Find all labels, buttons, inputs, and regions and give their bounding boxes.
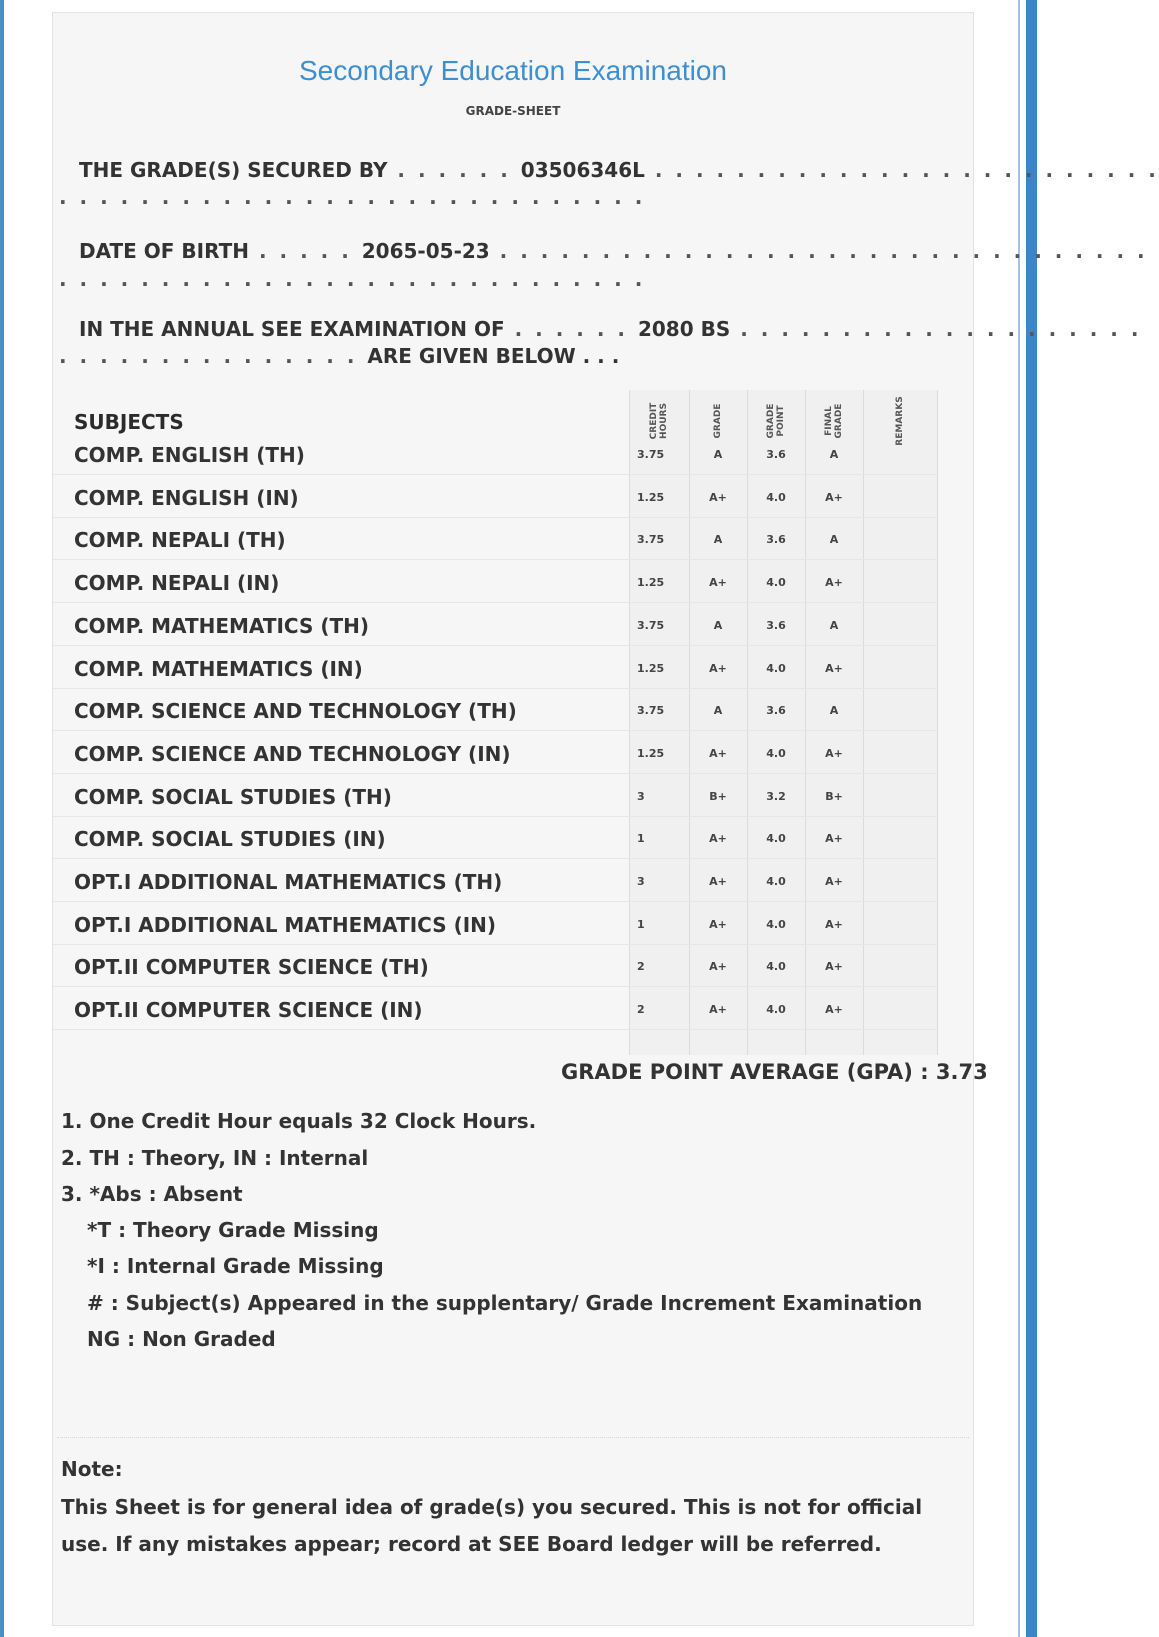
grade-point-cell: 3.2 [766, 790, 786, 803]
note-label: Note: [61, 1457, 123, 1481]
column-divider [937, 390, 938, 1055]
exam-label: IN THE ANNUAL SEE EXAMINATION OF [79, 317, 505, 341]
grade-point-cell: 3.6 [766, 704, 786, 717]
credit-hours-cell: 3.75 [637, 704, 665, 717]
grade-point-cell: 4.0 [766, 491, 786, 504]
credit-hours-cell: 3.75 [637, 533, 665, 546]
exam-title: Secondary Education Examination [298, 55, 728, 86]
grade-point-cell: 4.0 [766, 662, 786, 675]
subject-name: COMP. SCIENCE AND TECHNOLOGY (TH) [74, 699, 517, 723]
grade-cell: A+ [709, 960, 727, 973]
grade-cell: A+ [709, 832, 727, 845]
credit-hours-cell: 3.75 [637, 448, 665, 461]
grade-point-cell: 3.6 [766, 619, 786, 632]
grade-sheet-subtitle: GRADE-SHEET [465, 104, 561, 118]
final-grade-cell: A+ [825, 1003, 843, 1016]
footnote-3-non-graded: NG : Non Graded [87, 1327, 276, 1351]
grade-cell: A+ [709, 1003, 727, 1016]
subject-name: COMP. MATHEMATICS (TH) [74, 614, 369, 638]
grade-point-cell: 3.6 [766, 533, 786, 546]
final-grade-cell: A+ [825, 491, 843, 504]
final-grade-cell: A+ [825, 875, 843, 888]
dot-leader: . . . . . . . . . . . . . . . . . . . . . . . . . . . . . . . . [489, 239, 1148, 263]
footnote-2: 2. TH : Theory, IN : Internal [61, 1146, 369, 1170]
grade-cell: A+ [709, 875, 727, 888]
exam-line [79, 317, 1141, 341]
credit-hours-cell: 1.25 [637, 491, 665, 504]
grade-cell: A [713, 619, 723, 632]
note-divider [57, 1437, 969, 1439]
footnote-3-supplementary: # : Subject(s) Appeared in the supplentary/ Grade Increment Examination [87, 1291, 923, 1315]
subject-name: COMP. NEPALI (IN) [74, 571, 280, 595]
credit-hours-cell: 3 [637, 875, 645, 888]
table-row [53, 817, 937, 861]
final-grade-cell: A [829, 619, 839, 632]
gpa-summary: GRADE POINT AVERAGE (GPA) : 3.73 [561, 1060, 988, 1084]
grade-point-cell: 4.0 [766, 1003, 786, 1016]
note-text: This Sheet is for general idea of grade(s) you secured. This is not for official use. If any mistakes appear; record at SEE Board ledger will be referred. [61, 1495, 923, 1556]
exam-year: 2080 BS [637, 317, 731, 341]
table-row [53, 775, 937, 819]
given-below-text: ARE GIVEN BELOW . . . [367, 344, 620, 368]
grade-point-cell: 4.0 [766, 747, 786, 760]
grade-cell: B+ [709, 790, 727, 803]
credit-hours-cell: 1 [637, 832, 645, 845]
dot-leader: . . . . . [249, 239, 362, 263]
footnote-3: 3. *Abs : Absent [61, 1182, 243, 1206]
secured-by-line [79, 158, 1159, 182]
grade-cell: A [713, 448, 723, 461]
symbol-number: 03506346L [520, 158, 645, 182]
dot-leader: . . . . . . . . . . . . . . . [59, 344, 368, 368]
final-grade-cell: B+ [825, 790, 843, 803]
table-row [53, 647, 937, 691]
credit-hours-cell: 2 [637, 1003, 645, 1016]
row-divider [53, 1029, 937, 1030]
final-grade-cell: A+ [825, 747, 843, 760]
grade-sheet-panel [52, 12, 1159, 1626]
subject-name: COMP. NEPALI (TH) [74, 528, 286, 552]
row-divider [53, 986, 937, 987]
dot-leader-continuation: . . . . . . . . . . . . . . . . . . . . . . . . . . . . . [59, 267, 646, 291]
grade-header: GRADE [713, 403, 723, 439]
footnote-3-theory-missing: *T : Theory Grade Missing [87, 1218, 379, 1242]
table-row [53, 433, 937, 477]
row-divider [53, 901, 937, 902]
table-row [53, 604, 937, 648]
subject-name: COMP. SOCIAL STUDIES (IN) [74, 827, 386, 851]
subject-name: COMP. ENGLISH (IN) [74, 486, 299, 510]
credit-hours-cell: 1.25 [637, 576, 665, 589]
table-row [53, 945, 937, 989]
grade-point-cell: 4.0 [766, 918, 786, 931]
row-divider [53, 773, 937, 774]
row-divider [53, 474, 937, 475]
row-divider [53, 858, 937, 859]
dot-leader: . . . . . . [504, 317, 638, 341]
remarks-header: REMARKS [895, 396, 905, 446]
subject-name: COMP. SCIENCE AND TECHNOLOGY (IN) [74, 742, 511, 766]
grade-cell: A+ [709, 662, 727, 675]
row-divider [53, 730, 937, 731]
credit-hours-cell: 2 [637, 960, 645, 973]
final-grade-cell: A [829, 533, 839, 546]
given-below-line [59, 344, 619, 368]
subjects-header: SUBJECTS [74, 410, 184, 434]
subject-name: COMP. ENGLISH (TH) [74, 443, 305, 467]
final-grade-cell: A+ [825, 918, 843, 931]
dot-leader: . . . . . . . . . . . . . . . . . . . . . . . . . [644, 158, 1159, 182]
footnote-1: 1. One Credit Hour equals 32 Clock Hours. [61, 1109, 537, 1133]
subject-name: OPT.II COMPUTER SCIENCE (IN) [74, 998, 423, 1022]
credit-hours-cell: 3.75 [637, 619, 665, 632]
table-row [53, 689, 937, 733]
subject-name: OPT.I ADDITIONAL MATHEMATICS (IN) [74, 913, 497, 937]
credit-hours-cell: 1.25 [637, 662, 665, 675]
table-row [53, 732, 937, 776]
subject-name: OPT.II COMPUTER SCIENCE (TH) [74, 955, 429, 979]
secured-by-label: THE GRADE(S) SECURED BY [79, 158, 388, 182]
table-row [53, 860, 937, 904]
grade-cell: A+ [709, 747, 727, 760]
table-row [53, 988, 937, 1032]
dob-value: 2065-05-23 [361, 239, 490, 263]
row-divider [53, 645, 937, 646]
final-grade-cell: A+ [825, 576, 843, 589]
credit-hours-cell: 1 [637, 918, 645, 931]
final-grade-cell: A+ [825, 662, 843, 675]
subject-name: COMP. MATHEMATICS (IN) [74, 657, 363, 681]
grade-point-cell: 3.6 [766, 448, 786, 461]
table-row [53, 476, 937, 520]
row-divider [53, 559, 937, 560]
dot-leader: . . . . . . [387, 158, 521, 182]
left-border-stripe [0, 0, 4, 1637]
row-divider [53, 602, 937, 603]
final-grade-header: FINAL GRADE [824, 403, 844, 439]
subject-name: COMP. SOCIAL STUDIES (TH) [74, 785, 392, 809]
grade-point-header: GRADE POINT [766, 403, 786, 439]
grade-cell: A+ [709, 918, 727, 931]
table-row [53, 561, 937, 605]
credit-hours-cell: 1.25 [637, 747, 665, 760]
dot-leader-continuation: . . . . . . . . . . . . . . . . . . . . . . . . . . . . . [59, 185, 646, 209]
grade-point-cell: 4.0 [766, 576, 786, 589]
dob-line [79, 239, 1148, 263]
grade-point-cell: 4.0 [766, 832, 786, 845]
dot-leader: . . . . . . . . . . . . . . . . . . . . [730, 317, 1142, 341]
final-grade-cell: A [829, 704, 839, 717]
subject-name: OPT.I ADDITIONAL MATHEMATICS (TH) [74, 870, 503, 894]
credit-hours-cell: 3 [637, 790, 645, 803]
grade-point-cell: 4.0 [766, 960, 786, 973]
grade-cell: A+ [709, 576, 727, 589]
final-grade-cell: A [829, 448, 839, 461]
dob-label: DATE OF BIRTH [79, 239, 249, 263]
footnote-3-internal-missing: *I : Internal Grade Missing [87, 1254, 384, 1278]
final-grade-cell: A+ [825, 832, 843, 845]
table-row [53, 903, 937, 947]
grade-cell: A [713, 533, 723, 546]
credit-hours-header: CREDIT HOURS [649, 402, 669, 440]
grade-cell: A+ [709, 491, 727, 504]
table-row [53, 518, 937, 562]
grade-cell: A [713, 704, 723, 717]
grade-point-cell: 4.0 [766, 875, 786, 888]
final-grade-cell: A+ [825, 960, 843, 973]
